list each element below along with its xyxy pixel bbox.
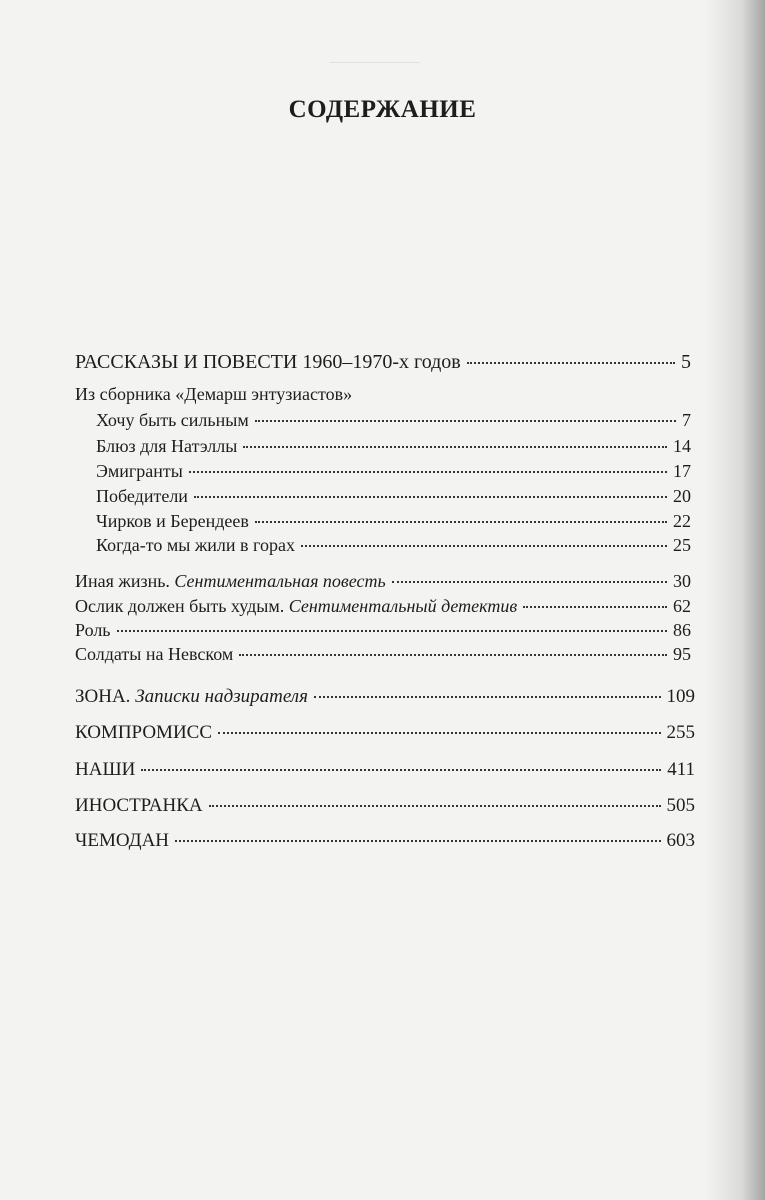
leader-dots [194,496,667,498]
page-edge-shadow [705,0,765,1200]
leader-dots [392,581,667,583]
toc-page-number: 25 [673,535,691,555]
toc-entry-novella[interactable] [75,620,691,641]
leader-dots [301,545,667,547]
toc-entry-section[interactable] [75,351,691,374]
toc-entry-label: Хочу быть сильным [96,410,249,430]
toc-entry-subtitle: Записки надзирателя [135,686,308,707]
toc-entry-book[interactable] [75,795,695,817]
leader-dots [209,805,661,807]
toc-page-number: 62 [673,596,691,616]
leader-dots [255,521,667,523]
toc-entry-story[interactable] [96,410,691,431]
toc-entry-book[interactable] [75,686,695,708]
toc-entry-label: Роль [75,620,111,640]
toc-entry-book[interactable] [75,759,695,781]
toc-entry-story[interactable] [96,461,691,482]
toc-page-number: 86 [673,620,691,640]
toc-entry-story[interactable] [96,486,691,507]
toc-entry-label: НАШИ [75,759,136,780]
toc-entry-label: Победители [96,486,188,506]
page-header-rule [330,52,420,63]
toc-page-number: 17 [673,461,691,481]
toc-entry-label: Блюз для Натэллы [96,436,238,456]
toc-entry-label: КОМПРОМИСС [75,722,213,743]
leader-dots [189,471,667,473]
toc-entry-label: ЗОНА. Записки надзирателя [75,686,308,707]
leader-dots [467,362,675,364]
leader-dots [314,696,661,698]
toc-entry-label: Ослик должен быть худым. Сентиментальный детектив [75,596,518,616]
subsection-title: Из сборника «Демарш энтузиастов» [75,384,353,404]
toc-entry-story[interactable] [96,535,691,556]
toc-page-number: 5 [681,351,691,373]
page-title: СОДЕРЖАНИЕ [288,96,477,123]
toc-page-number: 22 [673,511,691,531]
toc-entry-book[interactable] [75,722,695,744]
toc-page-number: 14 [673,436,691,456]
toc-entry-label: Чирков и Берендеев [96,511,249,531]
toc-page-number: 505 [666,795,695,816]
toc-entry-story[interactable] [96,436,691,457]
toc-entry-subtitle: Сентиментальная повесть [174,571,386,591]
toc-entry-label: ЧЕМОДАН [75,830,170,851]
toc-page-number: 411 [667,759,695,780]
leader-dots [175,840,660,842]
toc-entry-label: Солдаты на Невском [75,644,234,664]
leader-dots [218,732,660,734]
toc-page-number: 255 [666,722,695,743]
toc-entry-label: ИНОСТРАНКА [75,795,203,816]
toc-entry-book[interactable] [75,830,695,852]
leader-dots [523,606,667,608]
toc-entry-novella[interactable] [75,596,691,617]
toc-page-number: 20 [673,486,691,506]
toc-page-number: 95 [673,644,691,664]
leader-dots [239,654,667,656]
leader-dots [255,420,676,422]
toc-entry-label: Эмигранты [96,461,183,481]
toc-entry-label: Когда-то мы жили в горах [96,535,295,555]
toc-entry-label: Иная жизнь. Сентиментальная повесть [75,571,386,591]
toc-entry-label: РАССКАЗЫ И ПОВЕСТИ 1960–1970-х годов [75,351,461,373]
leader-dots [243,446,667,448]
toc-entry-subtitle: Сентиментальный детектив [288,596,518,616]
leader-dots [141,769,661,771]
toc-page-number: 109 [666,686,695,707]
toc-entry-novella[interactable] [75,644,691,665]
toc-page-number: 7 [682,410,691,430]
toc-page-number: 603 [666,830,695,851]
toc-entry-novella[interactable] [75,571,691,592]
toc-page-number: 30 [673,571,691,591]
leader-dots [117,630,667,632]
toc-entry-story[interactable] [96,511,691,532]
